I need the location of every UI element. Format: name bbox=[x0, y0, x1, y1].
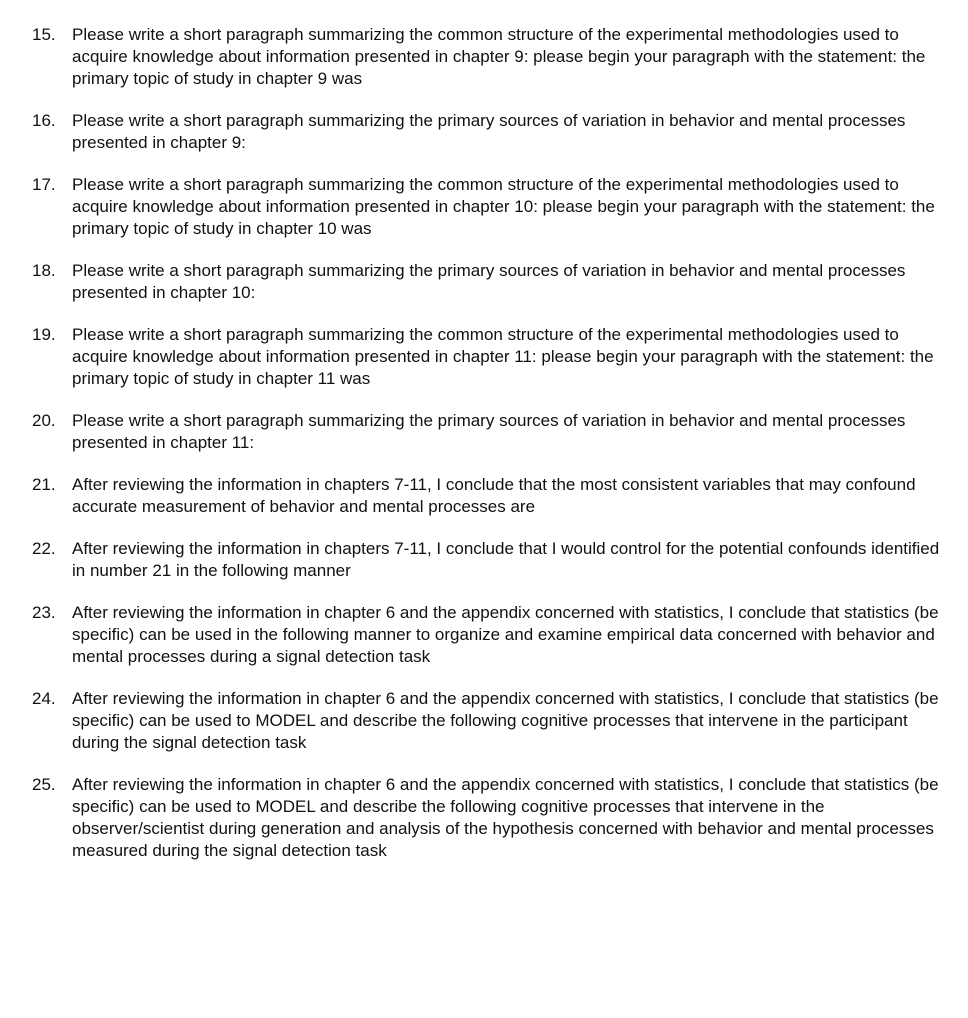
question-item bbox=[32, 24, 942, 90]
question-number: 16. bbox=[32, 111, 56, 130]
question-item bbox=[32, 774, 942, 862]
question-item bbox=[32, 174, 942, 240]
question-number: 20. bbox=[32, 411, 56, 430]
question-text: Please write a short paragraph summarizing the primary sources of variation in behavior and mental processes presented in chapter 11: bbox=[72, 411, 906, 452]
question-list bbox=[32, 24, 942, 882]
question-text: Please write a short paragraph summarizing the primary sources of variation in behavior and mental processes presented in chapter 9: bbox=[72, 111, 906, 152]
question-text: After reviewing the information in chapter 6 and the appendix concerned with statistics, I conclude that statistics (be specific) can be used to MODEL and describe the following cognitive processes that intervene in the participant during the signal detection task bbox=[72, 689, 939, 752]
question-number: 24. bbox=[32, 689, 56, 708]
question-number: 25. bbox=[32, 775, 56, 794]
question-number: 18. bbox=[32, 261, 56, 280]
question-text: After reviewing the information in chapters 7-11, I conclude that the most consistent variables that may confound accurate measurement of behavior and mental processes are bbox=[72, 475, 916, 516]
question-text: After reviewing the information in chapters 7-11, I conclude that I would control for the potential confounds identified in number 21 in the following manner bbox=[72, 539, 940, 580]
question-text: After reviewing the information in chapter 6 and the appendix concerned with statistics, I conclude that statistics (be specific) can be used in the following manner to organize and examine empirical data concerned with behavior and mental processes during a signal detection task bbox=[72, 603, 939, 666]
question-item bbox=[32, 324, 942, 390]
question-number: 15. bbox=[32, 25, 56, 44]
question-text: After reviewing the information in chapter 6 and the appendix concerned with statistics, I conclude that statistics (be specific) can be used to MODEL and describe the following cognitive processes that intervene in the observer/scientist during generation and analysis of the hypothesis concerned with behavior and mental processes measured during the signal detection task bbox=[72, 775, 939, 860]
question-item bbox=[32, 260, 942, 304]
question-item bbox=[32, 538, 942, 582]
question-text: Please write a short paragraph summarizing the common structure of the experimental methodologies used to acquire knowledge about information presented in chapter 11: please begin your paragraph with the statement: the primary topic of study in chapter 11 was bbox=[72, 325, 934, 388]
question-number: 23. bbox=[32, 603, 56, 622]
question-item bbox=[32, 110, 942, 154]
question-number: 22. bbox=[32, 539, 56, 558]
question-number: 21. bbox=[32, 475, 56, 494]
question-number: 19. bbox=[32, 325, 56, 344]
question-item bbox=[32, 474, 942, 518]
question-number: 17. bbox=[32, 175, 56, 194]
question-text: Please write a short paragraph summarizing the common structure of the experimental methodologies used to acquire knowledge about information presented in chapter 9: please begin your paragraph with the statement: the primary topic of study in chapter 9 was bbox=[72, 25, 926, 88]
question-item bbox=[32, 410, 942, 454]
question-item bbox=[32, 688, 942, 754]
question-item bbox=[32, 602, 942, 668]
question-text: Please write a short paragraph summarizing the primary sources of variation in behavior and mental processes presented in chapter 10: bbox=[72, 261, 906, 302]
question-text: Please write a short paragraph summarizing the common structure of the experimental methodologies used to acquire knowledge about information presented in chapter 10: please begin your paragraph with the statement: the primary topic of study in chapter 10 was bbox=[72, 175, 935, 238]
